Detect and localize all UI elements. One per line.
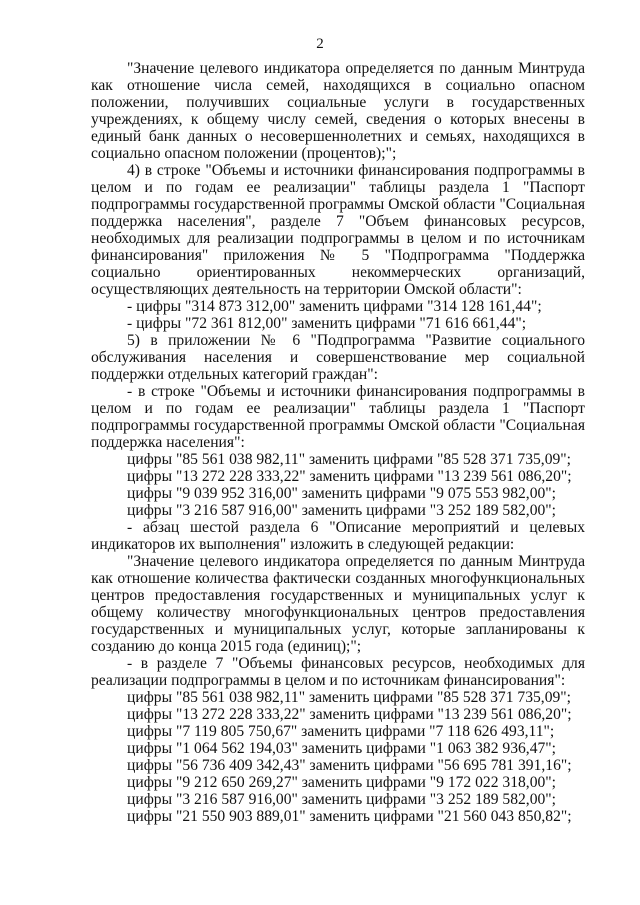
replacement-line: - цифры "314 873 312,00" заменить цифрами "314 128 161,44"; <box>127 298 542 315</box>
replacement-line: цифры "3 216 587 916,00" заменить цифрами "3 252 189 582,00"; <box>127 791 556 808</box>
replacement-line: цифры "85 561 038 982,11" заменить цифрами "85 528 371 735,09"; <box>127 451 571 468</box>
replacement-line: цифры "9 212 650 269,27" заменить цифрами "9 172 022 318,00"; <box>127 774 556 791</box>
item-5-paragraph: 5) в приложении № 6 "Подпрограмма "Развитие социального обслуживания населения и совершенствование мер социальной поддержки отдельных категорий граждан": <box>91 332 585 383</box>
section-7-paragraph: - в разделе 7 "Объемы финансовых ресурсов, необходимых для реализации подпрограммы в целом и по источникам финансирования": <box>91 655 585 689</box>
replacement-line: цифры "7 119 805 750,67" заменить цифрами "7 118 626 493,11"; <box>127 723 555 740</box>
replacement-line: цифры "1 064 562 194,03" заменить цифрами "1 063 382 936,47"; <box>127 740 556 757</box>
document-body <box>91 60 585 825</box>
replacement-line: цифры "13 272 228 333,22" заменить цифрами "13 239 561 086,20"; <box>127 706 572 723</box>
page-number: 2 <box>316 36 324 52</box>
replacement-line: цифры "3 216 587 916,00" заменить цифрами "3 252 189 582,00"; <box>127 502 556 519</box>
replacement-line: цифры "13 272 228 333,22" заменить цифрами "13 239 561 086,20"; <box>127 468 572 485</box>
replacement-line: цифры "85 561 038 982,11" заменить цифрами "85 528 371 735,09"; <box>127 689 571 706</box>
replacement-line: цифры "56 736 409 342,43" заменить цифрами "56 695 781 391,16"; <box>127 757 572 774</box>
replacement-line: - цифры "72 361 812,00" заменить цифрами "71 616 661,44"; <box>127 315 527 332</box>
item-4-paragraph: 4) в строке "Объемы и источники финансирования подпрограммы в целом и по годам ее реализации" таблицы раздела 1 "Паспорт подпрограммы государственной программы Омской области "Социальная поддержка населения", разделе 7 "Объем финансовых ресурсов, необходимых для реализации подпрограммы в целом и по источникам финансирования" приложения № 5 "Подпрограмма "Поддержка социально ориентированных некоммерческих организаций, осуществляющих деятельность на территории Омской области": <box>91 162 585 298</box>
mfc-indicator-paragraph: "Значение целевого индикатора определяется по данным Минтруда как отношение количества фактически созданных многофункциональных центров предоставления государственных и муниципальных услуг к общему количеству многофункциональных центров предоставления государственных и муниципальных услуг, которые запланированы к созданию до конца 2015 года (единиц);"; <box>91 553 585 655</box>
passport-row-paragraph: - в строке "Объемы и источники финансирования подпрограммы в целом и по годам ее реализации" таблицы раздела 1 "Паспорт подпрограммы государственной программы Омской области "Социальная поддержка населения": <box>91 383 585 451</box>
replacement-line: цифры "21 550 903 889,01" заменить цифрами "21 560 043 850,82"; <box>127 808 572 825</box>
section-6-paragraph: - абзац шестой раздела 6 "Описание мероприятий и целевых индикаторов их выполнения" изложить в следующей редакции: <box>91 519 585 553</box>
replacement-line: цифры "9 039 952 316,00" заменить цифрами "9 075 553 982,00"; <box>127 485 556 502</box>
indicator-definition-paragraph: "Значение целевого индикатора определяется по данным Минтруда как отношение числа семей, находящихся в социально опасном положении, получивших социальные услуги в государственных учреждениях, к общему числу семей, сведения о которых внесены в единый банк данных о несовершеннолетних и семьях, находящихся в социально опасном положении (процентов);"; <box>91 60 585 162</box>
